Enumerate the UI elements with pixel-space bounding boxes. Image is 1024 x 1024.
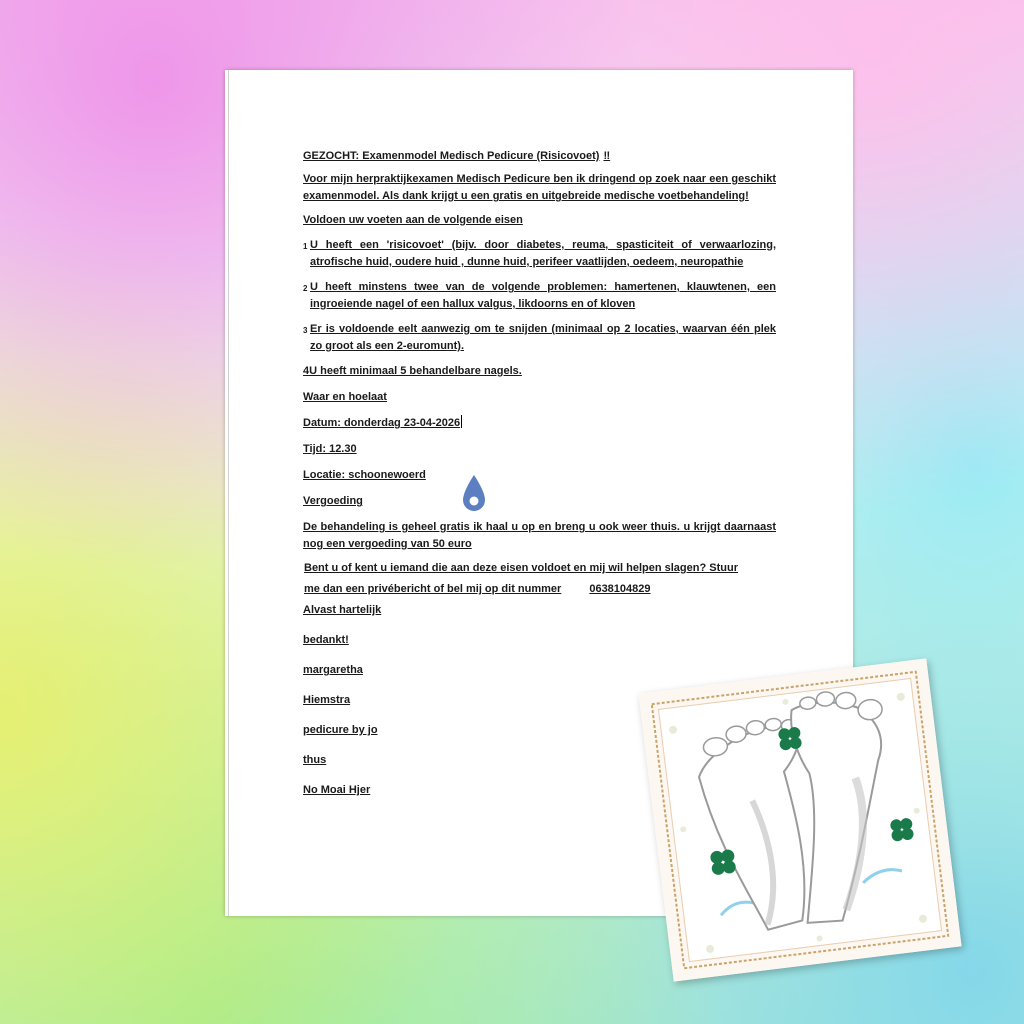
requirement-item-3 — [303, 321, 776, 355]
date-text: Datum: donderdag 23-04-2026 — [303, 417, 461, 429]
document-title: GEZOCHT: Examenmodel Medisch Pedicure (Risicovoet) — [303, 150, 600, 162]
phone-number: 0638104829 — [589, 583, 651, 595]
requirement-number: 3 — [303, 326, 308, 335]
compensation-heading: Vergoeding — [303, 495, 363, 507]
requirement-text: U heeft een 'risicovoet' (bijv. door diabetes, reuma, spasticiteit of verwaarlozing, atrofische huid, oudere huid , dunne huid, perifeer vaatlijden, oedeem, neuropathie — [310, 239, 776, 268]
document-title-line — [303, 148, 776, 165]
feet-illustration-photo — [638, 658, 961, 981]
requirement-item-1 — [303, 237, 776, 271]
requirement-text: Er is voldoende eelt aanwezig om te snijden (minimaal op 2 locaties, waarvan één plek zo groot als een 2-euromunt). — [310, 323, 776, 352]
requirement-item-4: 4U heeft minimaal 5 behandelbare nagels. — [303, 365, 522, 377]
text-cursor — [461, 415, 462, 428]
closing-line: Alvast hartelijk — [303, 604, 382, 616]
contact-text: me dan een privébericht of bel mij op dit nummer — [304, 583, 562, 595]
requirement-number: 2 — [303, 284, 308, 293]
text-cursor-handle-icon[interactable] — [461, 473, 487, 517]
closing-line: pedicure by jo — [303, 724, 378, 736]
requirement-text: U heeft minstens twee van de volgende problemen: hamertenen, klauwtenen, een ingroeiende nagel of een hallux valgus, likdoorns en of kloven — [310, 281, 776, 310]
location-line: Locatie: schoonewoerd — [303, 469, 426, 481]
page-edge-line — [228, 70, 229, 916]
requirement-number: 1 — [303, 242, 308, 251]
time-line: Tijd: 12.30 — [303, 443, 357, 455]
requirements-heading: Voldoen uw voeten aan de volgende eisen — [303, 214, 523, 226]
closing-line: margaretha — [303, 664, 363, 676]
closing-line: No Moai Hjer — [303, 784, 371, 796]
closing-line: Hiemstra — [303, 694, 351, 706]
contact-line-1: Bent u of kent u iemand die aan deze eisen voldoet en mij wil helpen slagen? Stuur — [304, 562, 738, 574]
closing-line: bedankt! — [303, 634, 349, 646]
requirement-item-2 — [303, 279, 776, 313]
feet-illustration — [638, 658, 961, 981]
compensation-text: De behandeling is geheel gratis ik haal u op en breng u ook weer thuis. u krijgt daarnaast nog een vergoeding van 50 euro — [303, 521, 776, 550]
closing-line: thus — [303, 754, 327, 766]
contact-line-2 — [304, 581, 776, 598]
where-heading: Waar en hoelaat — [303, 391, 387, 403]
intro-paragraph: Voor mijn herpraktijkexamen Medisch Pedicure ben ik dringend op zoek naar een geschikt examenmodel. Als dank krijgt u een gratis en uitgebreide medische voetbehandeling! — [303, 173, 776, 202]
double-exclamation-icon: ‼ — [603, 150, 611, 162]
date-line — [303, 415, 776, 432]
